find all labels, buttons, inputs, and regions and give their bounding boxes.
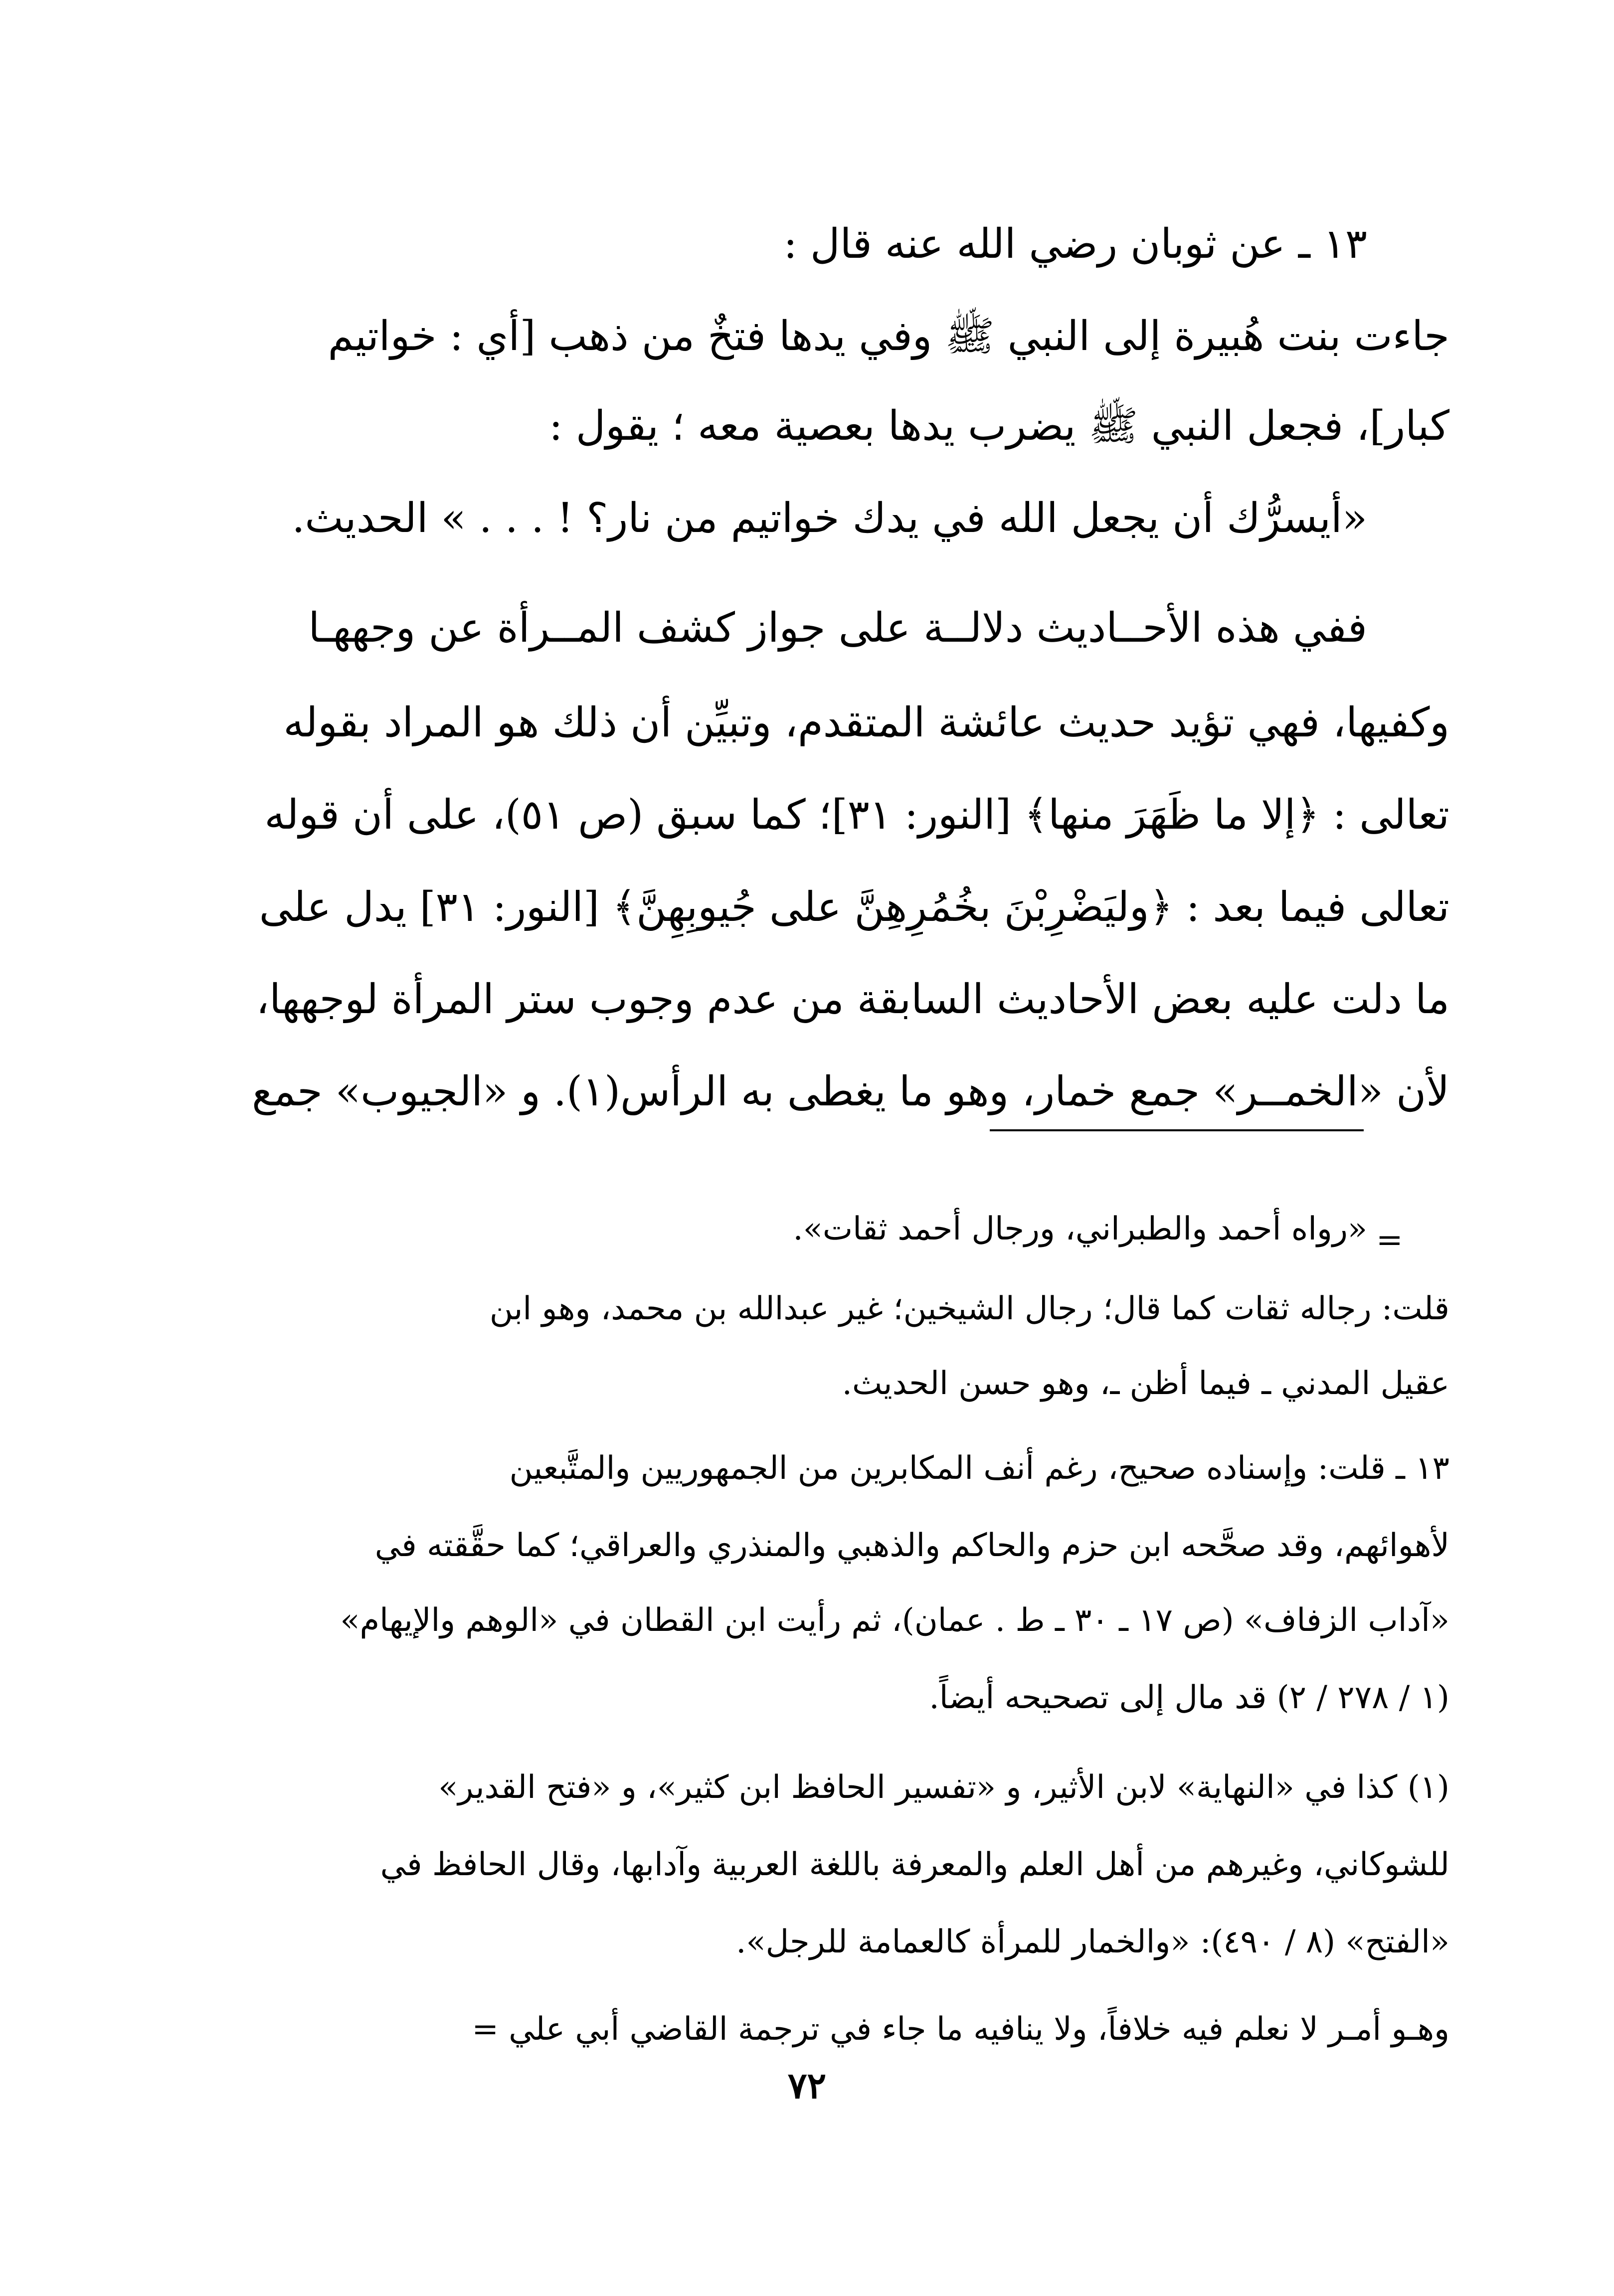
note-13-line: (١ / ٢٧٨ / ٢) قد مال إلى تصحيحه أيضاً. [929,1679,1449,1716]
hadith-heading: ١٣ ـ عن ثوبان رضي الله عنه قال : [783,220,1367,268]
note-13-line: ١٣ ـ قلت: وإسناده صحيح، رغم أنف المكابرين من الجمهوريين والمتَّبعين [509,1450,1449,1487]
paragraph-line: تعالى فيما بعد : ﴿وليَضْرِبْنَ بخُمُرِهِنَّ على جُيوبِهِنَّ﴾ [النور: ٣١] يدل على [259,883,1449,931]
footnote-separator [990,1129,1364,1131]
paragraph-line: وكفيها، فهي تؤيد حديث عائشة المتقدم، وتبيِّن أن ذلك هو المراد بقوله [283,699,1449,746]
paragraph-line: تعالى : ﴿إلا ما ظَهَرَ منها﴾ [النور: ٣١]؛ كما سبق (ص ٥١)، على أن قوله [264,791,1449,839]
paragraph-line: ما دلت عليه بعض الأحاديث السابقة من عدم وجوب ستر المرأة لوجهها، [256,976,1449,1023]
note-13-line: «آداب الزفاف» (ص ١٧ ـ ٣٠ ـ ط . عمان)، ثم رأيت ابن القطان في «الوهم والإيهام» [340,1602,1449,1639]
page-number: ٧٢ [787,2064,827,2107]
footnote-1-line: للشوكاني، وغيرهم من أهل العلم والمعرفة باللغة العربية وآدابها، وقال الحافظ في [380,1846,1449,1883]
footnote-1-line: «الفتح» (٨ / ٤٩٠): «والخمار للمرأة كالعمامة للرجل». [736,1924,1449,1960]
note-13-line: لأهوائهم، وقد صحَّحه ابن حزم والحاكم والذهبي والمنذري والعراقي؛ كما حقَّقته في [374,1527,1449,1564]
continued-note-line: قلت: رجاله ثقات كما قال؛ رجال الشيخين؛ غير عبدالله بن محمد، وهو ابن [489,1290,1449,1327]
continued-note-line: عقيل المدني ـ فيما أظن ـ، وهو حسن الحديث. [842,1365,1449,1402]
hadith-line: «أيسرُّك أن يجعل الله في يدك خواتيم من نار؟ ! . . . » الحديث. [292,495,1367,542]
paragraph-line: ففي هذه الأحــاديث دلالــة على جواز كشف المــرأة عن وجههـا [308,604,1367,652]
hadith-line: كبار]، فجعل النبي ﷺ يضرب يدها بعصية معه ؛ يقول : [549,402,1449,450]
footnote-1-line: (١) كذا في «النهاية» لابن الأثير، و «تفسير الحافظ ابن كثير»، و «فتح القدير» [438,1769,1449,1806]
continued-note-line: «رواه أحمد والطبراني، ورجال أحمد ثقات». [793,1211,1367,1247]
hadith-line: جاءت بنت هُبيرة إلى النبي ﷺ وفي يدها فتخٌ من ذهب [أي : خواتيم [328,313,1449,360]
paragraph-line: لأن «الخمــر» جمع خمار، وهو ما يغطى به الرأس(١). و «الجيوب» جمع [252,1068,1449,1115]
last-note-line: وهـو أمـر لا نعلم فيه خلافاً، ولا ينافيه ما جاء في ترجمة القاضي أبي علي = [472,2011,1449,2048]
continuation-mark: = [1376,1222,1403,1258]
